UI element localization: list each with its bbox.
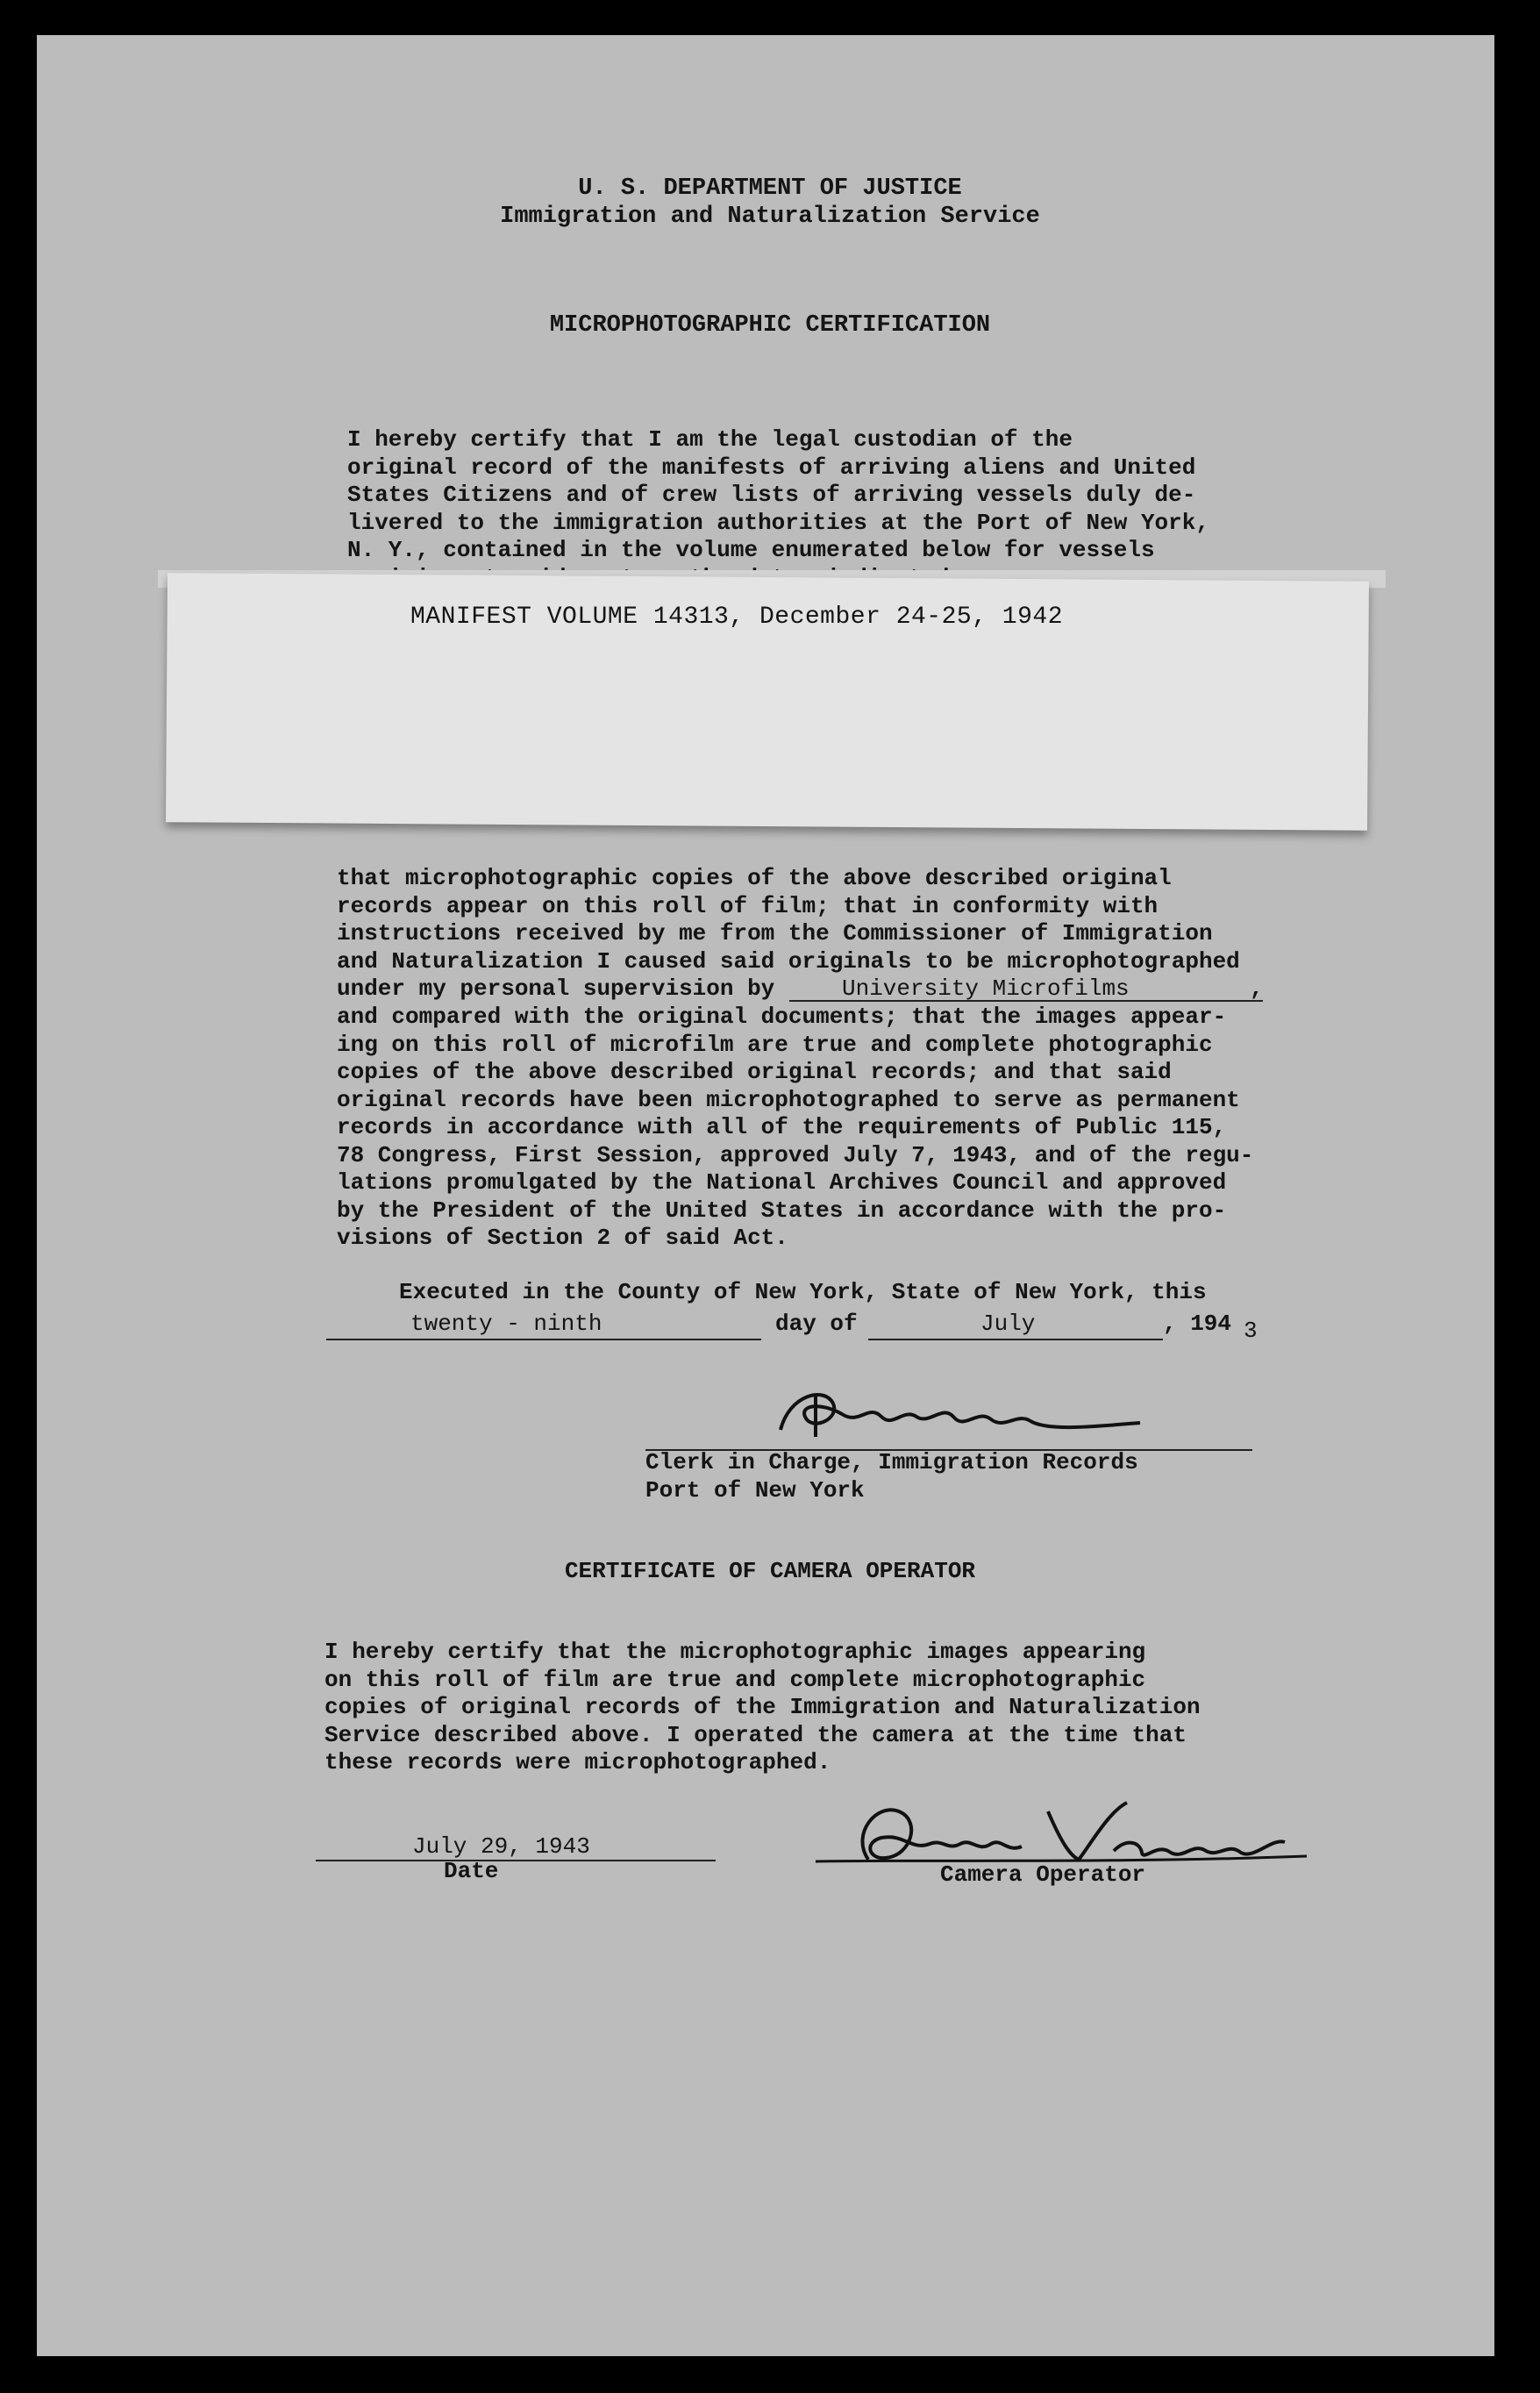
month-value: July [980,1311,1036,1337]
certification-title: MICROPHOTOGRAPHIC CERTIFICATION [549,312,991,339]
clerk-signature [728,1368,1184,1456]
executed-line: Executed in the County of New York, State of New York, this [399,1279,1207,1305]
custodian-paragraph: I hereby certify that I am the legal custodian of the original record of the manifests of arriving aliens and United States Citizens and of crew lists of arriving vessels duly de- livered to the immigration authorities at the Port of New York, N. Y., contained in the volume enumerated below for vessels [347,426,1209,563]
operator-date-value: July 29, 1943 [412,1833,590,1860]
clerk-office: Port of New York [645,1477,865,1504]
certification-paragraph-a: that microphotographic copies of the above described original records appear on this roll of film; that in conformity with instructions received by me from the Commissioner of Immigration and Naturalization I caused said originals to be microphotographed under my personal supervision by [337,865,1240,1002]
department-heading: U. S. DEPARTMENT OF JUSTICE [578,175,962,202]
month-line [868,1339,1163,1340]
year-digit: 3 [1244,1318,1258,1344]
operator-date-label: Date [444,1858,499,1884]
camera-operator-label: Camera Operator [940,1861,1146,1888]
clerk-title: Clerk in Charge, Immigration Records [645,1449,1138,1475]
operator-date-line [316,1860,716,1861]
certification-paragraph-b: and compared with the original documents; that the images appear- ing on this roll of microfilm are true and complete photographic copies of the above described original records; and that said original records have been microphotographed to serve as permanent records in accordance with all of the requirements of Public 115, 78 Congress, First Session, approved July 7, 1943, and of the regu- lations promulgated by the National Archives Council and approved by the President of the United States in accordance with the pro- visions of Section 2 of said Act. [337,1004,1254,1251]
camera-operator-title: CERTIFICATE OF CAMERA OPERATOR [564,1558,976,1584]
service-heading: Immigration and Naturalization Service [500,204,1040,230]
day-value: twenty - ninth [410,1311,602,1337]
manifest-volume: MANIFEST VOLUME 14313, December 24-25, 1942 [410,604,1064,631]
supervisor-comma: , [1250,975,1264,1002]
day-of-label: day of [775,1311,858,1337]
year-prefix: , 194 [1163,1311,1232,1337]
supervisor-name: University Microfilms [842,975,1130,1002]
day-line [326,1339,761,1340]
camera-operator-paragraph: I hereby certify that the microphotographic images appearing on this roll of film are true and complete microphotographic copies of original records of the Immigration and Naturalization Service described above. I operated the camera at the time that these records were microphotographed. [324,1639,1201,1775]
